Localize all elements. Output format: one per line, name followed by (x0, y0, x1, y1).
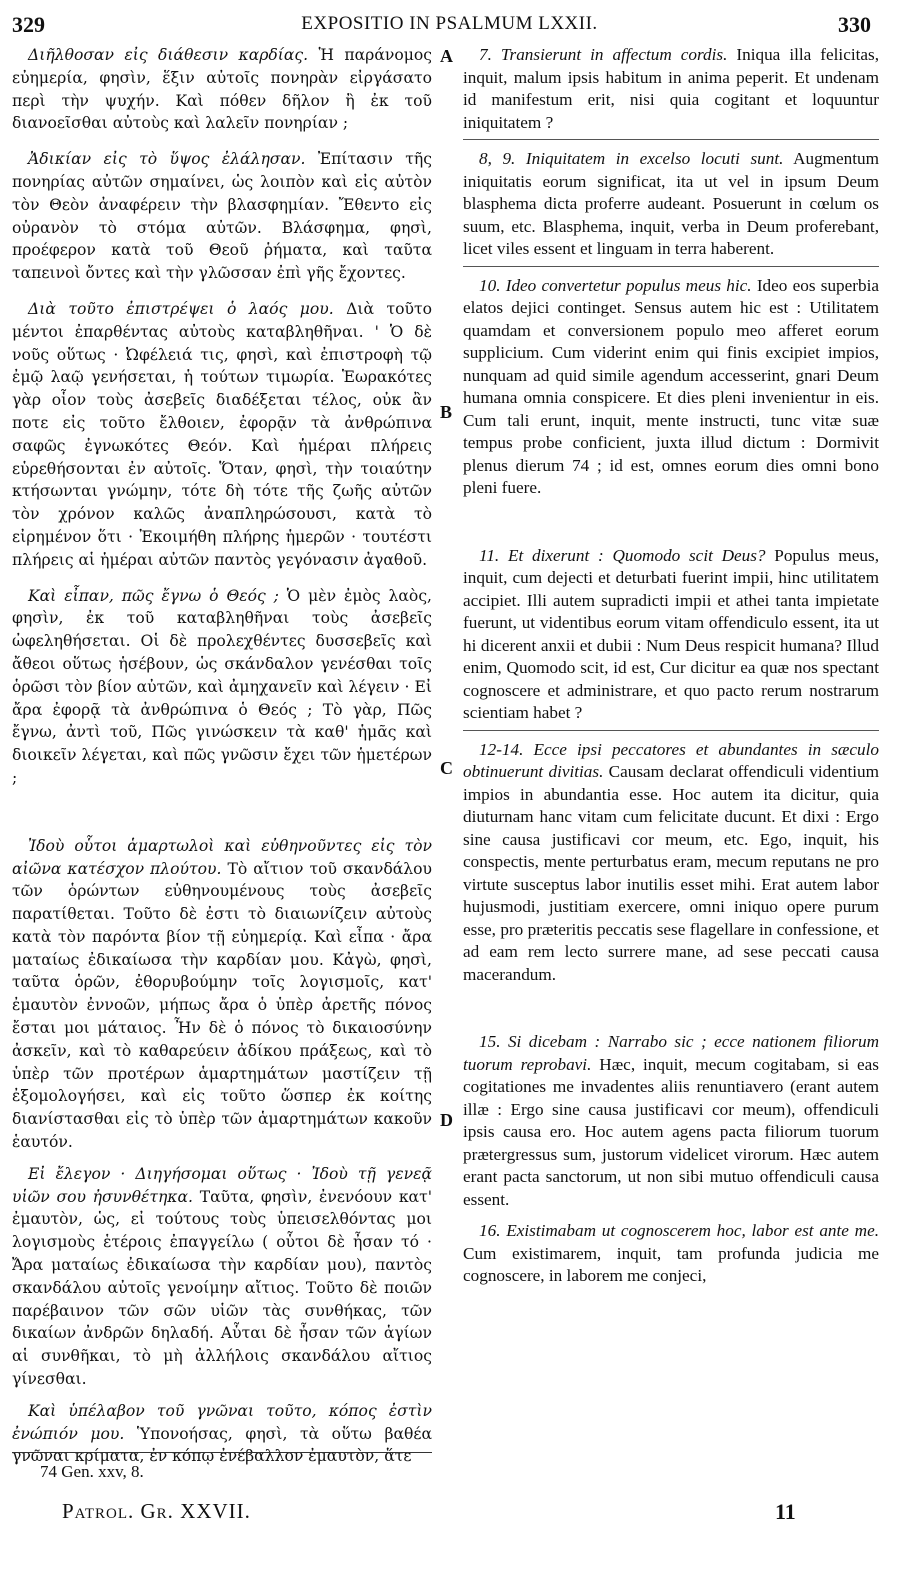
page-number-right: 330 (838, 12, 871, 37)
commentary: Populus meus, inquit, cum dejecti et deturbati fuerint impii, hinc utilitatem accipiet. Illi autem supradicti impii et athei tanta impietate fuerunt, ut videntibus eorum vitam offendiculo essent, ita ut hi dicerent anxii et dubii : Num Deus respicit humana? Illud enim, Quomodo scit, id est, Cur dicitur ea quæ nos spectant cognoscere et administrare, et quo pacto rerum nostrarum scientiam habet ? (463, 545, 879, 722)
latin-paragraph (463, 275, 879, 500)
latin-paragraph (463, 1031, 879, 1211)
lemma: Ἀδικίαν εἰς τὸ ὕψος ἐλάλησαν. (28, 150, 306, 169)
commentary: Causam declarat offendiculi videntium impios in abundantia esse. Hoc autem ita dicitur, quia diuturnam hanc vitam cum felicitate ducunt. Et dixi : Ergo sine causa justificavi cor meum, etc. Ego, inquit, his conspectis, mente perturbatus eram, mecum reputans ne pro virtute susceptus labor inutilis esset mihi. Erat autem labor hujusmodi, justitiam exercere, omni iniquo opere purum esse, pro præteritis peccatis sese flagellare in confessione, et ad eam rem lecto surrere mane, ad sese peccati causa macerandum. (463, 762, 879, 984)
margin-letter-d: D (440, 1110, 453, 1130)
footnote: 74 Gen. xxv, 8. (40, 1462, 144, 1481)
lemma: 7. Transierunt in affectum cordis. (479, 45, 728, 64)
divider (463, 730, 879, 731)
lemma: 11. Et dixerunt : Quomodo scit Deus? (479, 545, 766, 565)
greek-paragraph (12, 1163, 432, 1391)
lemma: 12-14. Ecce ipsi peccatores et abundantes in sæculo obtinuerunt divitias. (463, 739, 879, 781)
greek-paragraph (12, 298, 432, 572)
commentary: Ἡ παράνομος εὐημερία, φησὶν, ἕξιν αὐτοῖς πονηρὰν εἰργάσατο περὶ τὴν ψυχήν. Καὶ πόθεν δῆλον ἢ ἐκ τοῦ διανοεῖσθαι αὐτοὺς καὶ λαλεῖν πονηρίαν ; (12, 46, 432, 133)
divider (463, 266, 879, 267)
commentary: Cum existimarem, inquit, tam profunda judicia me cognoscere, in laborem me conjeci, (463, 1243, 879, 1285)
latin-paragraph (463, 148, 879, 261)
margin-letter-c: C (440, 758, 453, 778)
lemma: 16. Existimabam ut cognoscerem hoc, labor est ante me. (479, 1221, 879, 1240)
margin-letter-a: A (440, 46, 453, 66)
commentary: Ὑπονοήσας, φησὶ, τὰ οὕτω βαθέα γνῶναι κρίματα, ἐν κόπῳ ἐνέβαλλον ἐμαυτὸν, ἅτε (12, 1424, 432, 1466)
greek-paragraph (12, 585, 432, 790)
commentary: Ideo eos superbia elatos dejici continget. Sensus autem hic est : Utilitatem quamdam et conversionem populo meo afferet eorum supplicium. Cum viderint enim qui finis excipiet impios, nunquam ad quid simile agendum accesserint, gnari Deum humana omnia conspicere. Et dies pleni invenientur in eis. Cum tali erunt, inquit, mente instructi, tunc vitæ suæ tempus probe conficient, juxta illud dictum : Dormivit plenus dierum 74 ; id est, omnes eorum dies omni bono pleni fuere. (463, 275, 879, 497)
lemma: Εἰ ἔλεγον · Διηγήσομαι οὕτως · Ἰδοὺ τῇ γενεᾷ υἱῶν σου ἠσυνθέτηκα. (12, 1164, 432, 1206)
margin-letter-b: B (440, 402, 453, 422)
lemma: Διὰ τοῦτο ἐπιστρέψει ὁ λαός μου. (28, 299, 334, 318)
greek-column (12, 44, 432, 1468)
footnote-rule (12, 1452, 432, 1453)
latin-column (463, 44, 879, 1288)
lemma: Καὶ εἶπαν, πῶς ἔγνω ὁ Θεός ; (28, 586, 279, 605)
commentary: Τὸ αἴτιον τοῦ σκανδάλου τῶν ὁρώντων εὐθηνουμένους τοὺς ἀσεβεῖς παρατίθεται. Τοῦτο δὲ ἐστι τὸ διαιωνίζειν αὐτοὺς κατὰ τὸν παρόντα βίον τῇ εὐημερίᾳ. Καὶ εἶπα · ἄρα ματαίως ἐδικαίωσα τὴν καρδίαν μου. Κἀγὼ, φησὶ, ταῦτα ὁρῶν, ἐθορυβούμην τοῖς λογισμοῖς, κατ' ἐμαυτὸν ἐννοῶν, μήπως ἄρα ὁ ὑπὲρ ἀρετῆς πόνος ἔσται μοι μάταιος. Ἦν δὲ ὁ πόνος τὸ δικαιοσύνην ἀσκεῖν, καὶ τὸ καθαρεύειν ἀδίκου πράξεως, καὶ τὸ ὑπὲρ τῶν προτέρων ἁμαρτημάτων μαστίζειν τῇ ἐξομολογήσει, καὶ εἰς τοῦτο ὥσπερ ἐκ κοίτης διανίστασθαι εἰς τὸ ὑπὲρ τῶν ἁμαρτημάτων κακοῦν ἑαυτόν. (12, 859, 432, 1152)
greek-paragraph (12, 835, 432, 1154)
lemma: 10. Ideo convertetur populus meus hic. (479, 275, 752, 295)
divider (463, 139, 879, 140)
greek-paragraph (12, 148, 432, 285)
signature-mark: Patrol. Gr. XXVII. (62, 1499, 251, 1523)
page-header (0, 0, 899, 40)
signature-number: 11 (775, 1499, 796, 1524)
latin-paragraph (463, 545, 879, 725)
commentary: Hæc, inquit, mecum cogitabam, si eas cogitationes me invadentes aliis renuntiavero (erant autem illæ : Ergo sine causa justificavi cor meum), offendiculi ipsis causa ero. Hoc autem agens pacta filiorum tuorum prætergressus sum, justorum videlicet virorum. Hæc autem erant pacta sanctorum, ut non sibi mutuo offendiculi causa essent. (463, 1054, 879, 1209)
commentary: Διὰ τοῦτο μέντοι ἐπαρθέντας αὐτοὺς καταβληθῆναι. ' Ὁ δὲ νοῦς οὕτως · Ὠφέλειά τις, φησὶ, καὶ ἐπιστροφὴ τῷ ἐμῷ λαῷ γενήσεται, ἡ τούτων τιμωρία. Ἑωρακότες γὰρ οἷον τοὺς ἀσεβεῖς διαδέξεται τέλος, οὐκ ἂν ποτε εἰς τοῦτο ἔλθοιεν, ἐφορᾷν τὰ ἀνθρώπινα σαφῶς ἐγνωκότες Θεόν. Καὶ ἡμέραι πλήρεις εὑρεθήσονται ἐν αὐτοῖς. Ὅταν, φησὶ, τὴν τοιαύτην κτήσωνται γνώμην, τότε δὴ τότε τῆς ζωῆς αὐτῶν τὸν χρόνον καλῶς ἀναπληρώσουσι, κατὰ τὸ εἰρημένον ὅτι · Ἐκοιμήθη πλήρης ἡμερῶν · τουτέστι πλήρεις αἱ ἡμέραι αὐτῶν παντὸς γεγόνασιν ἀγαθοῦ. (12, 299, 432, 569)
latin-paragraph (463, 1220, 879, 1288)
running-title: EXPOSITIO IN PSALMUM LXXII. (301, 13, 598, 34)
lemma: Καὶ ὑπέλαβον τοῦ γνῶναι τοῦτο, κόπος ἐστὶν ἐνώπιόν μου. (12, 1401, 432, 1443)
lemma: 8, 9. Iniquitatem in excelso locuti sunt. (479, 149, 784, 168)
commentary: Ταῦτα, φησὶν, ἐνενόουν κατ' ἐμαυτὸν, ὡς, εἰ τούτους τοὺς ὑπεισελθόντας μοι λογισμοὺς ἑτέροις ἐπαγγείλω ( οὗτοι δὲ ἦσαν τό · Ἄρα ματαίως ἐδικαίωσα τὴν καρδίαν μου), παντὸς σκανδάλου αὐτοῖς γενοίμην αἴτιος. Τοῦτο δὲ ποιῶν παρέβαινον τῶν σῶν υἱῶν τὰς συνθήκας, τῶν δικαίων ἀνδρῶν δηλαδή. Αὗται δὲ ἦσαν τῶν ἁγίων αἱ συνθῆκαι, τὸ μὴ ἀλλήλοις σκανδάλου αἴτιος γίνεσθαι. (12, 1187, 433, 1389)
commentary: Ἐπίτασιν τῆς πονηρίας αὐτῶν σημαίνει, ὡς λοιπὸν καὶ εἰς αὐτὸν τὸν Θεὸν ἀναφέρειν τὴν βλασφημίαν. Ἔθεντο εἰς οὐρανὸν τὸ στόμα αὐτῶν. Βλάσφημα, φησὶ, προέφερον κατὰ τοῦ Θεοῦ ῥήματα, καὶ ταῦτα ταπεινοὶ ὄντες καὶ τὴν γλῶσσαν ἐπὶ γῆς ἔχοντες. (12, 150, 432, 283)
lemma: 15. Si dicebam : Narrabo sic ; ecce nationem filiorum tuorum reprobavi. (463, 1032, 879, 1074)
commentary: Iniqua illa felicitas, inquit, malum ipsis habitum in anima peperit. Et undenam id manifestum erit, nisi quia cogitant et loquuntur iniquitatem ? (463, 45, 879, 132)
lemma: Διῆλθοσαν εἰς διάθεσιν καρδίας. (28, 46, 309, 64)
latin-paragraph (463, 739, 879, 987)
greek-paragraph (12, 1400, 432, 1468)
commentary: Ὁ μὲν ἐμὸς λαὸς, φησὶν, ἐκ τοῦ καταβληθῆναι τοὺς ἀσεβεῖς ὠφεληθήσεται. Οἱ δὲ προλεχθέντες δυσσεβεῖς καὶ ἄθεοι οὕτως ἡσέβουν, ὡς σκάνδαλον γενέσθαι τοῖς ὁρῶσι τὸν βίον αὐτῶν, καὶ ἀμηχανεῖν καὶ λέγειν · Εἰ ἄρα ἐφορᾷ τὰ ἀνθρώπινα ὁ Θεός ; Τὸ γὰρ, Πῶς ἔγνω, ἀντὶ τοῦ, Πῶς γινώσκειν τὰ καθ' ἡμᾶς καὶ διοικεῖν λέγεται, καὶ πῶς γνῶσιν ἔχει τῶν ἡμετέρων ; (12, 586, 433, 787)
page-number-left: 329 (12, 12, 45, 37)
latin-paragraph (463, 44, 879, 134)
commentary: Augmentum iniquitatis eorum significat, ita ut vel in ipsum Deum blasphema dicta proferre audeant. Posuerunt in cœlum os suum, etc. Blasphema, inquit, verba in Deum proferebant, licet viles essent et linguam in terra haberent. (463, 149, 879, 258)
lemma: Ἰδοὺ οὗτοι ἁμαρτωλοὶ καὶ εὐθηνοῦντες εἰς τὸν αἰῶνα κατέσχον πλούτου. (12, 836, 432, 878)
greek-paragraph (12, 44, 432, 135)
